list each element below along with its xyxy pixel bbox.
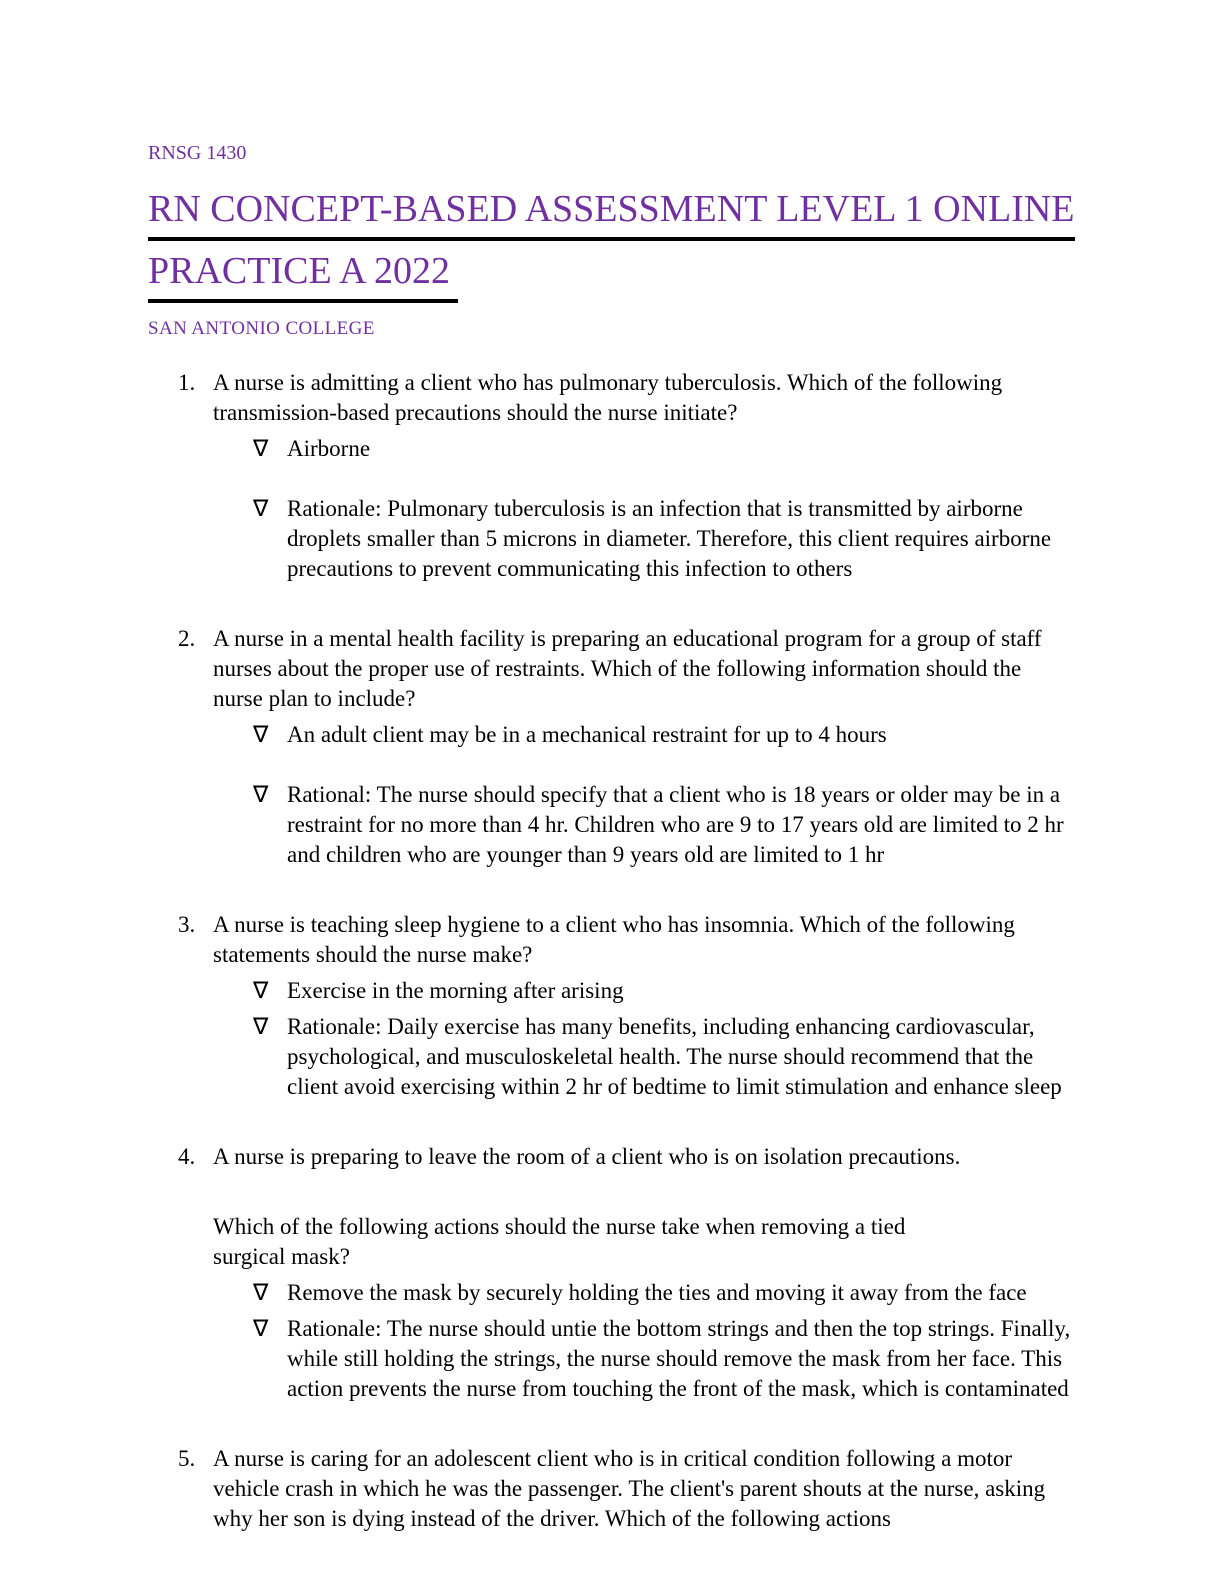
answer-item (213, 1278, 1076, 1308)
document-title (148, 178, 1076, 302)
question-list (148, 368, 1076, 1534)
rationale-item (213, 1314, 1076, 1404)
question-body (213, 1444, 1076, 1534)
question-number: 1. (178, 370, 196, 395)
rationale-item (213, 1012, 1076, 1102)
course-code: RNSG 1430 (148, 142, 247, 164)
question-number: 5. (178, 1446, 196, 1471)
nabla-bullet-icon: ∇ (253, 436, 269, 461)
rationale-item (213, 494, 1076, 584)
answer-text: Exercise in the morning after arising (287, 978, 624, 1003)
question-stem: A nurse is preparing to leave the room of a client who is on isolation precautions. (213, 1144, 961, 1169)
question-1 (148, 368, 1076, 584)
answer-item (213, 434, 1076, 464)
rationale-text: Rationale: The nurse should untie the bottom strings and then the top strings. Finally, while still holding the strings, the nurse should remove the mask from her face. This action prevents the nurse from touching the front of the mask, which is contaminated (287, 1316, 1071, 1401)
answer-item (213, 976, 1076, 1006)
nabla-bullet-icon: ∇ (253, 722, 269, 747)
answer-text: An adult client may be in a mechanical restraint for up to 4 hours (287, 722, 887, 747)
nabla-bullet-icon: ∇ (253, 496, 269, 521)
document-title-text: RN CONCEPT-BASED ASSESSMENT LEVEL 1 ONLINE PRACTICE A 2022 (148, 188, 1075, 303)
answer-text: Airborne (287, 436, 371, 461)
question-number: 3. (178, 912, 196, 937)
nabla-bullet-icon: ∇ (253, 782, 269, 807)
question-stem: A nurse is teaching sleep hygiene to a client who has insomnia. Which of the following statements should the nurse make? (213, 912, 1015, 967)
question-5 (148, 1444, 1076, 1534)
question-stem-continued: Which of the following actions should the nurse take when removing a tied surgical mask? (213, 1214, 906, 1269)
question-4 (148, 1142, 1076, 1404)
question-stem: A nurse is admitting a client who has pulmonary tuberculosis. Which of the following transmission-based precautions should the nurse initiate? (213, 370, 1003, 425)
question-number: 2. (178, 626, 196, 651)
rationale-text: Rational: The nurse should specify that a client who is 18 years or older may be in a restraint for no more than 4 hr. Children who are 9 to 17 years old are limited to 2 hr and children who are younger than 9 years old are limited to 1 hr (287, 782, 1064, 867)
nabla-bullet-icon: ∇ (253, 1316, 269, 1341)
rationale-text: Rationale: Pulmonary tuberculosis is an infection that is transmitted by airborne droplets smaller than 5 microns in diameter. Therefore, this client requires airborne precautions to prevent communicating this infection to others (287, 496, 1052, 581)
question-2 (148, 624, 1076, 870)
rationale-text: Rationale: Daily exercise has many benefits, including enhancing cardiovascular, psychological, and musculoskeletal health. The nurse should recommend that the client avoid exercising within 2 hr of bedtime to limit stimulation and enhance sleep (287, 1014, 1062, 1099)
question-number: 4. (178, 1144, 196, 1169)
question-stem: A nurse in a mental health facility is preparing an educational program for a group of staff nurses about the proper use of restraints. Which of the following information should the nurse plan to include? (213, 626, 1042, 711)
question-body (213, 1142, 1076, 1404)
question-body (213, 368, 1076, 584)
nabla-bullet-icon: ∇ (253, 978, 269, 1003)
institution-name: SAN ANTONIO COLLEGE (148, 318, 375, 339)
answer-text: Remove the mask by securely holding the ties and moving it away from the face (287, 1280, 1027, 1305)
question-3 (148, 910, 1076, 1102)
answer-item (213, 720, 1076, 750)
question-body (213, 624, 1076, 870)
rationale-item (213, 780, 1076, 870)
question-stem: A nurse is caring for an adolescent client who is in critical condition following a motor vehicle crash in which he was the passenger. The client's parent shouts at the nurse, asking why her son is dying instead of the driver. Which of the following actions (213, 1446, 1046, 1531)
question-body (213, 910, 1076, 1102)
nabla-bullet-icon: ∇ (253, 1014, 269, 1039)
nabla-bullet-icon: ∇ (253, 1280, 269, 1305)
